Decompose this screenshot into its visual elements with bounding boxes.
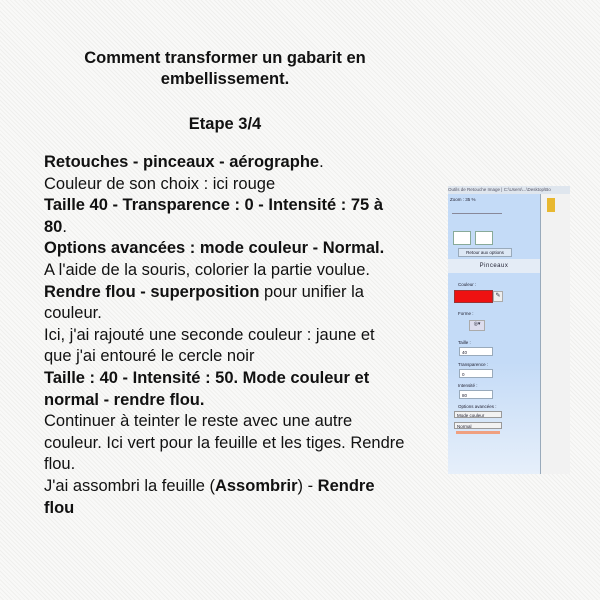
step-heading: Etape 3/4: [188, 115, 262, 133]
page-title: Comment transformer un gabarit en embellissement.: [84, 49, 366, 88]
collapse-button[interactable]: [456, 431, 500, 434]
paragraph: A l'aide de la souris, colorier la partie voulue.: [44, 260, 370, 279]
editor-screenshot: [448, 186, 570, 474]
color-swatch[interactable]: [454, 290, 493, 303]
window-title: Outils de Retouche Image | C:\Users\...\Desktop\Bo: [448, 186, 570, 194]
transparency-input[interactable]: 0: [459, 369, 493, 378]
paragraph: Taille 40 - Transparence : 0 - Intensité : 75 à 80.: [44, 196, 383, 236]
paragraph: J'ai assombri la feuille (Assombrir) - Rendre flou: [44, 476, 375, 517]
shape-label: Forme :: [458, 311, 474, 316]
mode-select[interactable]: Mode couleur: [454, 411, 502, 418]
instructions: [26, 152, 406, 519]
blend-select[interactable]: Normal: [454, 422, 502, 429]
right-panel: [541, 194, 570, 474]
intensity-input[interactable]: 80: [459, 390, 493, 399]
select-tool-icon[interactable]: [453, 231, 471, 245]
zoom-slider[interactable]: [452, 208, 502, 214]
tool-panel: [448, 194, 541, 474]
paragraph: Taille : 40 - Intensité : 50. Mode couleur et normal - rendre flou.: [44, 368, 370, 409]
paragraph: Ici, j'ai rajouté une seconde couleur : jaune et que j'ai entouré le cercle noir: [44, 325, 375, 366]
layers-tool-icon[interactable]: [475, 231, 493, 245]
transparency-label: Transparence :: [458, 362, 489, 367]
paragraph: Options avancées : mode couleur - Normal.: [44, 239, 385, 258]
color-label: Couleur :: [458, 282, 477, 287]
advanced-options-label: Options avancées :: [458, 404, 497, 409]
paragraph: Rendre flou - superposition pour unifier la couleur.: [44, 282, 364, 323]
brush-shape-dropdown[interactable]: ◎▾: [469, 320, 485, 331]
intensity-label: Intensité :: [458, 383, 478, 388]
size-input[interactable]: 40: [459, 347, 493, 356]
zoom-label: Zoom : 35 %: [450, 197, 476, 202]
paragraph: Couleur de son choix : ici rouge: [44, 174, 276, 193]
back-to-options-button[interactable]: Retour aux options: [458, 248, 512, 257]
size-label: Taille :: [458, 340, 471, 345]
paragraph: Continuer à teinter le reste avec une autre couleur. Ici vert pour la feuille et les tiges. Rendre flou.: [44, 412, 405, 474]
eyedropper-icon[interactable]: ✎: [493, 291, 503, 302]
section-header: Pinceaux: [448, 259, 540, 273]
folder-icon[interactable]: [547, 198, 555, 212]
paragraph: Retouches - pinceaux - aérographe.: [44, 153, 324, 171]
